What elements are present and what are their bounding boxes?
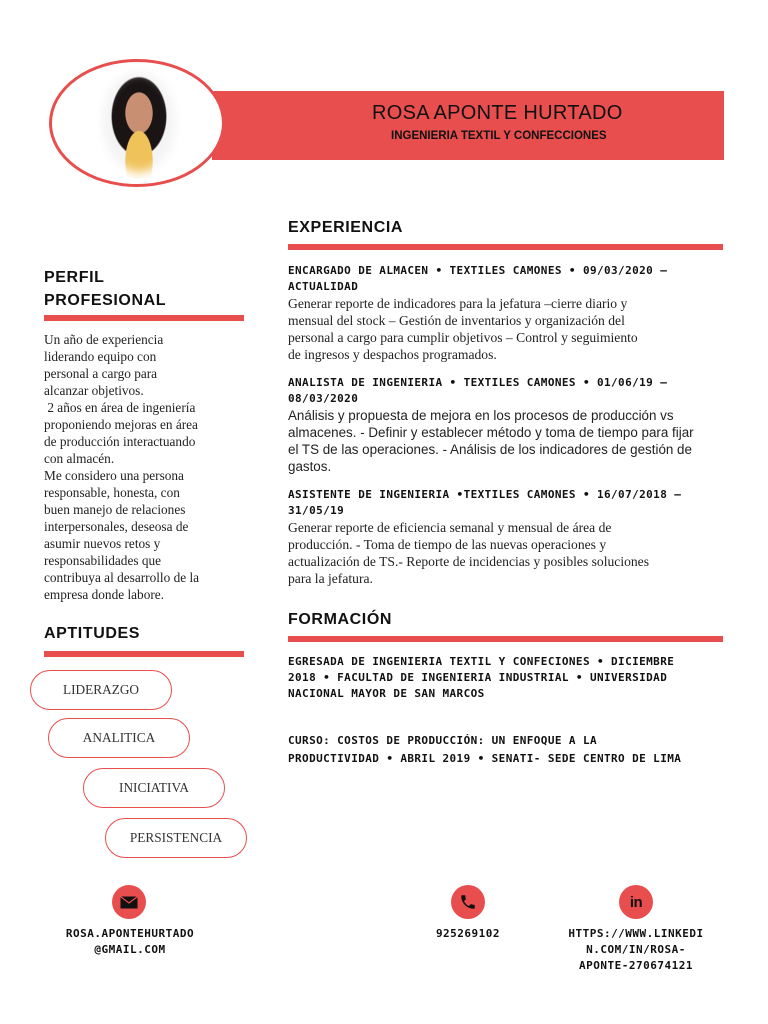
perfil-line: empresa donde labore. bbox=[44, 587, 164, 602]
job-desc-line: actualización de TS.- Reporte de incidencias y posibles soluciones bbox=[288, 554, 650, 569]
perfil-line: alcanzar objetivos. bbox=[44, 383, 144, 398]
job-title-line: ANALISTA DE INGENIERIA • TEXTILES CAMONES • 01/06/19 – bbox=[288, 376, 668, 389]
skill-pill-analitica: ANALITICA bbox=[48, 718, 190, 758]
job-desc-line: mensual del stock – Gestión de inventarios y organización del bbox=[288, 313, 625, 328]
formacion-divider bbox=[288, 636, 723, 642]
job-desc-line: personal a cargo para cumplir objetivos – Control y seguimiento bbox=[288, 330, 638, 345]
perfil-line: responsabilidades que bbox=[44, 553, 162, 568]
job-title-line: ACTUALIDAD bbox=[288, 280, 359, 293]
job-description bbox=[288, 407, 728, 475]
profile-photo bbox=[96, 66, 182, 178]
job-title bbox=[288, 487, 728, 519]
linkedin-line: N.COM/IN/ROSA- bbox=[586, 943, 686, 956]
job-entry bbox=[288, 375, 728, 475]
job-title-line: 31/05/19 bbox=[288, 504, 345, 517]
job-desc-line: almacenes. - Definir y establecer método y toma de tiempo para fijar bbox=[288, 425, 694, 440]
perfil-line: asumir nuevos retos y bbox=[44, 536, 161, 551]
skill-pill-iniciativa: INICIATIVA bbox=[83, 768, 225, 808]
perfil-line: contribuya al desarrollo de la bbox=[44, 570, 200, 585]
perfil-line: Un año de experiencia bbox=[44, 332, 164, 347]
envelope-icon bbox=[120, 896, 138, 909]
perfil-line: liderando equipo con bbox=[44, 349, 157, 364]
perfil-line: proponiendo mejoras en área bbox=[44, 417, 198, 432]
perfil-divider bbox=[44, 315, 244, 321]
job-title bbox=[288, 263, 728, 295]
perfil-title-line: PERFIL bbox=[44, 269, 105, 286]
experiencia-divider bbox=[288, 244, 723, 250]
job-title-line: ENCARGADO DE ALMACEN • TEXTILES CAMONES • 09/03/2020 – bbox=[288, 264, 668, 277]
job-description bbox=[288, 519, 728, 587]
phone-text[interactable]: 925269102 bbox=[435, 927, 501, 940]
education-entry bbox=[288, 654, 728, 702]
linkedin-line: HTTPS://WWW.LINKEDI bbox=[568, 927, 704, 940]
perfil-line: de producción interactuando bbox=[44, 434, 196, 449]
skill-pill-liderazgo: LIDERAZGO bbox=[30, 670, 172, 710]
course-line: CURSO: COSTOS DE PRODUCCIÓN: UN ENFOQUE A LA bbox=[288, 734, 597, 747]
email-line: ROSA.APONTEHURTADO bbox=[65, 927, 195, 940]
course-entry bbox=[288, 732, 728, 768]
aptitudes-divider bbox=[44, 651, 244, 657]
job-desc-line: Generar reporte de eficiencia semanal y mensual de área de bbox=[288, 520, 612, 535]
formacion-title: FORMACIÓN bbox=[288, 611, 393, 628]
job-desc-line: para la jefatura. bbox=[288, 571, 373, 586]
candidate-name: ROSA APONTE HURTADO bbox=[372, 102, 623, 124]
perfil-line: interpersonales, deseosa de bbox=[44, 519, 189, 534]
perfil-line: buen manejo de relaciones bbox=[44, 502, 186, 517]
phone-handset-icon bbox=[459, 893, 477, 911]
education-line: NACIONAL MAYOR DE SAN MARCOS bbox=[288, 687, 485, 700]
perfil-line: Me considero una persona bbox=[44, 468, 184, 483]
job-desc-line: el TS de las operaciones. - Análisis de los indicadores de gestión de bbox=[288, 442, 692, 457]
perfil-text bbox=[44, 331, 244, 603]
education-line: 2018 • FACULTAD DE INGENIERIA INDUSTRIAL • UNIVERSIDAD bbox=[288, 671, 668, 684]
linkedin-url[interactable] bbox=[556, 926, 716, 974]
skill-pill-persistencia: PERSISTENCIA bbox=[105, 818, 247, 858]
job-entry bbox=[288, 487, 728, 587]
aptitudes-title: APTITUDES bbox=[44, 625, 141, 642]
perfil-title-line: PROFESIONAL bbox=[44, 292, 167, 309]
job-title bbox=[288, 375, 728, 407]
candidate-profession: INGENIERIA TEXTIL Y CONFECCIONES bbox=[391, 130, 607, 142]
perfil-line: responsable, honesta, con bbox=[44, 485, 180, 500]
job-entry bbox=[288, 263, 728, 363]
linkedin-logo-icon: in bbox=[629, 893, 643, 911]
job-desc-line: Análisis y propuesta de mejora en los procesos de producción vs bbox=[288, 408, 674, 423]
job-desc-line: producción. - Toma de tiempo de las nuevas operaciones y bbox=[288, 537, 607, 552]
phone-icon[interactable] bbox=[451, 885, 485, 919]
job-desc-line: gastos. bbox=[288, 459, 332, 474]
job-title-line: ASISTENTE DE INGENIERIA •TEXTILES CAMONES • 16/07/2018 – bbox=[288, 488, 682, 501]
linkedin-line: APONTE-270674121 bbox=[579, 959, 693, 972]
job-description bbox=[288, 295, 728, 363]
perfil-line: 2 años en área de ingeniería bbox=[44, 400, 196, 415]
perfil-title bbox=[44, 266, 166, 312]
perfil-line: con almacén. bbox=[44, 451, 115, 466]
job-title-line: 08/03/2020 bbox=[288, 392, 359, 405]
education-line: EGRESADA DE INGENIERIA TEXTIL Y CONFECIONES • DICIEMBRE bbox=[288, 655, 675, 668]
job-desc-line: de ingresos y despachos programados. bbox=[288, 347, 497, 362]
course-line: PRODUCTIVIDAD • ABRIL 2019 • SENATI- SEDE CENTRO DE LIMA bbox=[288, 752, 682, 765]
experiencia-title: EXPERIENCIA bbox=[288, 219, 404, 236]
email-text[interactable] bbox=[20, 926, 240, 958]
linkedin-icon[interactable] bbox=[619, 885, 653, 919]
email-icon[interactable] bbox=[112, 885, 146, 919]
email-line: @GMAIL.COM bbox=[94, 943, 166, 956]
perfil-line: personal a cargo para bbox=[44, 366, 158, 381]
job-desc-line: Generar reporte de indicadores para la jefatura –cierre diario y bbox=[288, 296, 628, 311]
